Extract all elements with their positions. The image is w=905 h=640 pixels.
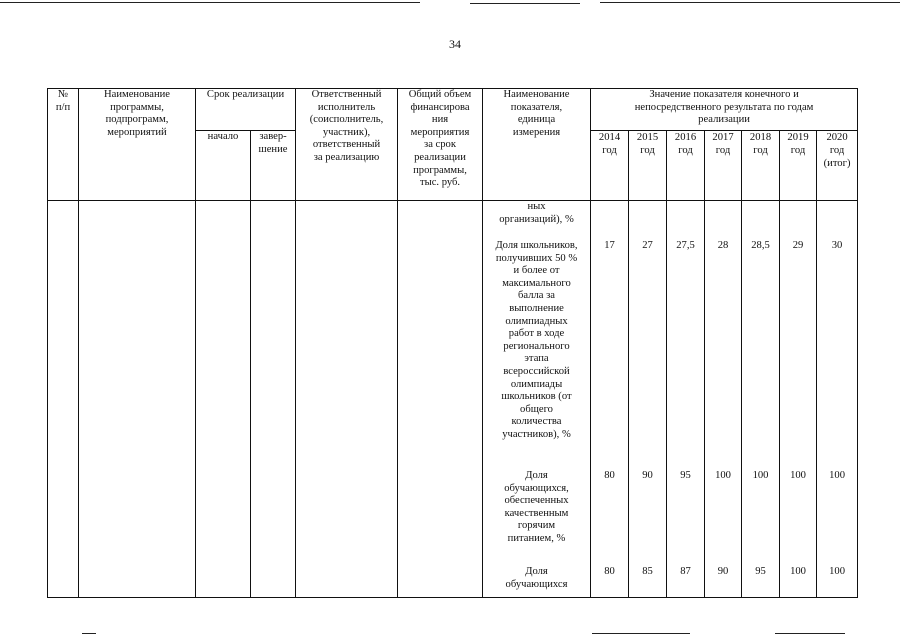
- page-number: 34: [449, 37, 461, 51]
- indicator-row-0: ных организаций), %: [499, 201, 574, 225]
- value-r2-2018: 100: [752, 470, 769, 481]
- header-year-2020: 2020 год (итог): [817, 131, 858, 201]
- scan-line-bottom-left: [82, 633, 96, 634]
- value-r3-2019: 100: [790, 566, 806, 577]
- body-term-start-cell: [196, 201, 251, 598]
- indicator-row-3: Доля обучающихся: [505, 566, 568, 590]
- header-funding: Общий объем финансирова ния мероприятия за срок реализации программы, тыс. руб.: [398, 89, 483, 201]
- value-r1-2019: 29: [792, 240, 804, 251]
- year-2017-cell: [705, 201, 742, 598]
- value-r1-2016: 27,5: [676, 240, 695, 251]
- value-r3-2018: 95: [755, 566, 766, 577]
- value-r2-2014: 80: [604, 470, 615, 481]
- value-r2-2020: 100: [829, 470, 845, 481]
- indicator-row-2: Доля обучающихся, обеспеченных качественным горячим питанием, %: [504, 470, 569, 544]
- program-table: [47, 88, 858, 598]
- header-term-start: начало: [196, 131, 251, 201]
- year-2019-stack: [782, 201, 814, 597]
- year-2019-cell: [780, 201, 817, 598]
- header-year-2017: 2017 год: [705, 131, 742, 201]
- year-2015-stack: [631, 201, 664, 597]
- value-r3-2020: 100: [829, 566, 845, 577]
- year-2014-stack: [593, 201, 626, 597]
- year-2016-cell: [667, 201, 705, 598]
- year-2014-cell: [591, 201, 629, 598]
- value-r2-2017: 100: [715, 470, 731, 481]
- scan-line-top-left: [0, 2, 420, 3]
- year-2018-stack: [744, 201, 777, 597]
- header-year-2016: 2016 год: [667, 131, 705, 201]
- body-name-cell: [79, 201, 196, 598]
- value-r1-2017: 28: [717, 240, 729, 251]
- indicator-row-1: Доля школьников, получивших 50 % и более от максимального балла за выполнение олимпиадных работ в ходе регионального этапа всероссийской олимпиады школьников (от общего количества участников), %: [495, 240, 578, 440]
- header-year-2015: 2015 год: [629, 131, 667, 201]
- value-r1-2014: 17: [604, 240, 615, 251]
- header-indicator: Наименование показателя, единица измерения: [483, 89, 591, 201]
- scan-line-bottom-mid: [592, 633, 690, 634]
- value-r3-2015: 85: [642, 566, 653, 577]
- value-r1-2020: 30: [831, 240, 843, 251]
- header-values-title: Значение показателя конечного и непосредственного результата по годам реализации: [591, 89, 858, 131]
- value-r2-2016: 95: [680, 470, 691, 481]
- year-2020-stack: [819, 201, 855, 597]
- year-2017-stack: [707, 201, 739, 597]
- value-r2-2019: 100: [790, 470, 806, 481]
- scan-line-top-mid: [470, 3, 580, 4]
- header-term: Срок реализации: [196, 89, 296, 131]
- body-funding-cell: [398, 201, 483, 598]
- value-r1-2015: 27: [642, 240, 653, 251]
- value-r3-2014: 80: [604, 566, 615, 577]
- body-num-cell: [48, 201, 79, 598]
- header-year-2018: 2018 год: [742, 131, 780, 201]
- header-num: № п/п: [48, 89, 79, 201]
- value-r1-2018: 28,5: [751, 240, 770, 251]
- value-r2-2015: 90: [642, 470, 653, 481]
- header-name: Наименование программы, подпрограмм, мероприятий: [79, 89, 196, 201]
- header-year-2019: 2019 год: [780, 131, 817, 201]
- value-r3-2017: 90: [717, 566, 729, 577]
- year-2018-cell: [742, 201, 780, 598]
- header-year-2014: 2014 год: [591, 131, 629, 201]
- year-2015-cell: [629, 201, 667, 598]
- year-2016-stack: [669, 201, 702, 597]
- scan-line-top-right: [600, 2, 900, 3]
- year-2020-cell: [817, 201, 858, 598]
- body-indicator-cell: [483, 201, 591, 598]
- indicator-stack: [485, 201, 588, 597]
- header-responsible: Ответственный исполнитель (соисполнитель, участник), ответственный за реализацию: [296, 89, 398, 201]
- header-term-end: завер- шение: [251, 131, 296, 201]
- scan-line-bottom-right: [775, 633, 845, 634]
- value-r3-2016: 87: [680, 566, 691, 577]
- body-responsible-cell: [296, 201, 398, 598]
- body-term-end-cell: [251, 201, 296, 598]
